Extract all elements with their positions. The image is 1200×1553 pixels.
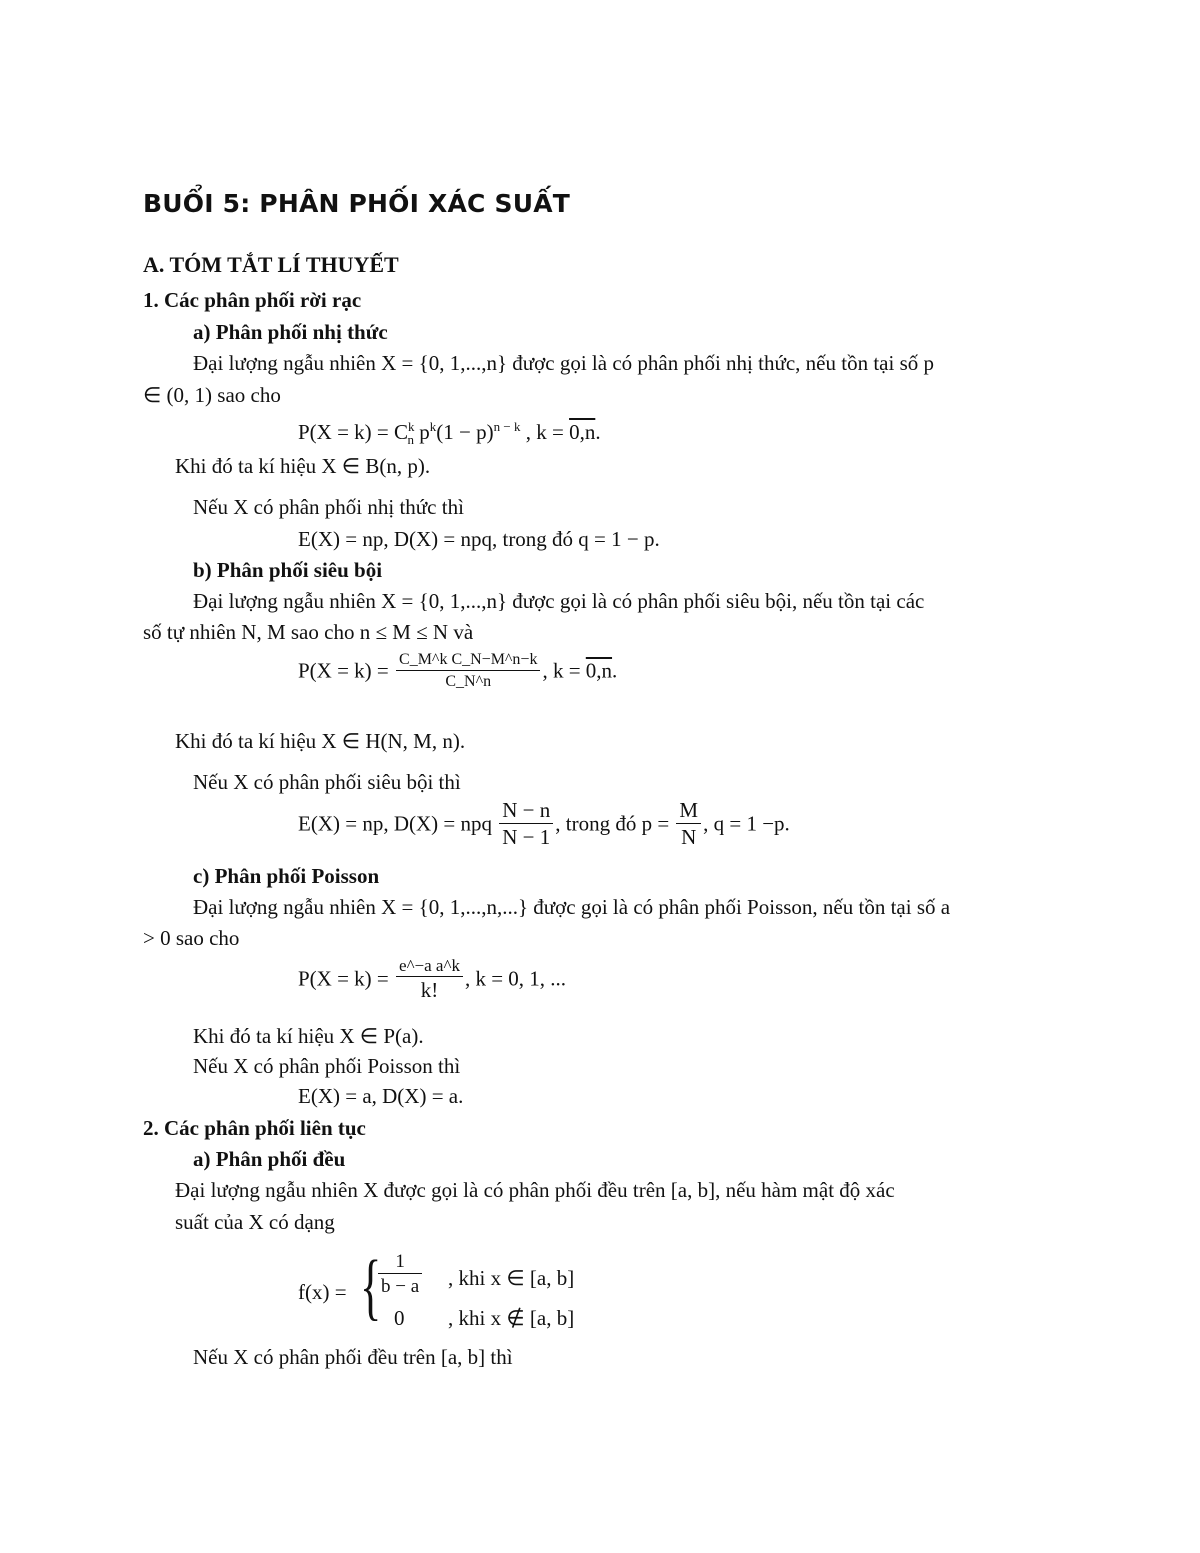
hypergeometric-if: Nếu X có phân phối siêu bội thì xyxy=(193,770,461,794)
binomial-formula: $P(X = k) = C^k_n$ $p^k(1 - p)^{n - k}$ , k = 0,n. xyxy=(298,419,601,448)
hypergeometric-numerator: C_M^k C_N−M^n−k xyxy=(396,652,540,671)
subsection-hypergeometric-heading: b) Phân phối siêu bội xyxy=(193,558,383,582)
poisson-formula: P(X = k) = $\frac{\text{e\textasciicircum{}−a a\textasciicircum{}k}}{k!}$ , k = 0, 1, ... xyxy=(298,956,567,1002)
page-title: BUỔI 5: PHÂN PHỐI XÁC SUẤT xyxy=(143,189,571,218)
section-a-heading: A. TÓM TẮT LÍ THUYẾT xyxy=(143,252,399,277)
hypergeometric-range: 0,n xyxy=(585,658,613,683)
binomial-definition-line-2: ∈ (0, 1) sao cho xyxy=(143,383,281,407)
binomial-range: 0,n xyxy=(569,420,596,444)
uniform-density-formula: f(x) = { $\frac{1}{b - a}$ , khi x ∈ [a, b] 0 , khi x ∉ [a, b] xyxy=(298,1246,575,1330)
uniform-definition-line-1: Đại lượng ngẫu nhiên X được gọi là có phân phối đều trên [a, b], nếu hàm mật độ xác xyxy=(175,1178,895,1202)
subsection-poisson-heading: c) Phân phối Poisson xyxy=(193,864,380,888)
hypergeometric-notation: Khi đó ta kí hiệu X ∈ H(N, M, n). xyxy=(175,729,466,753)
poisson-denominator: k! xyxy=(420,978,439,1002)
hypergeometric-formula: P(X = k) = $\frac{\text{C\_M\textasciicircum{}k C\_N−M\textasciicircum{}n−k}}{C\_N\^{}n}$ , k = 0,n. xyxy=(298,651,618,690)
poisson-moments: E(X) = a, D(X) = a. xyxy=(298,1084,464,1108)
binomial-notation: Khi đó ta kí hiệu X ∈ B(n, p). xyxy=(175,454,431,478)
poisson-notation: Khi đó ta kí hiệu X ∈ P(a). xyxy=(193,1024,424,1048)
hypergeometric-definition-line-2: số tự nhiên N, M sao cho n ≤ M ≤ N và xyxy=(143,620,474,644)
section-1-heading: 1. Các phân phối rời rạc xyxy=(143,288,362,312)
uniform-if: Nếu X có phân phối đều trên [a, b] thì xyxy=(193,1345,513,1369)
binomial-if: Nếu X có phân phối nhị thức thì xyxy=(193,495,464,519)
binomial-moments: E(X) = np, D(X) = npq, trong đó q = 1 − p. xyxy=(298,527,660,551)
hypergeometric-definition-line-1: Đại lượng ngẫu nhiên X = {0, 1,...,n} được gọi là có phân phối siêu bội, nếu tồn tại các xyxy=(193,589,925,613)
poisson-if: Nếu X có phân phối Poisson thì xyxy=(193,1054,461,1078)
left-brace: { xyxy=(360,1246,382,1328)
subsection-binomial-heading: a) Phân phối nhị thức xyxy=(193,320,388,344)
uniform-definition-line-2: suất của X có dạng xyxy=(175,1210,335,1234)
binomial-definition-line-1: Đại lượng ngẫu nhiên X = {0, 1,...,n} được gọi là có phân phối nhị thức, nếu tồn tại số p xyxy=(193,351,934,375)
poisson-definition-line-1: Đại lượng ngẫu nhiên X = {0, 1,...,n,...} được gọi là có phân phối Poisson, nếu tồn tại số a xyxy=(193,895,951,919)
subsection-uniform-heading: a) Phân phối đều xyxy=(193,1147,346,1171)
section-2-heading: 2. Các phân phối liên tục xyxy=(143,1116,366,1140)
hypergeometric-denominator: C_N^n xyxy=(445,673,492,690)
poisson-definition-line-2: > 0 sao cho xyxy=(143,926,240,950)
poisson-numerator: e^−a a^k xyxy=(396,957,463,977)
hypergeometric-moments: E(X) = np, D(X) = npq $\frac{N - n}{N - 1}$ , trong đó p = $\frac{M}{N}$ , q = 1 −p. xyxy=(298,798,790,849)
